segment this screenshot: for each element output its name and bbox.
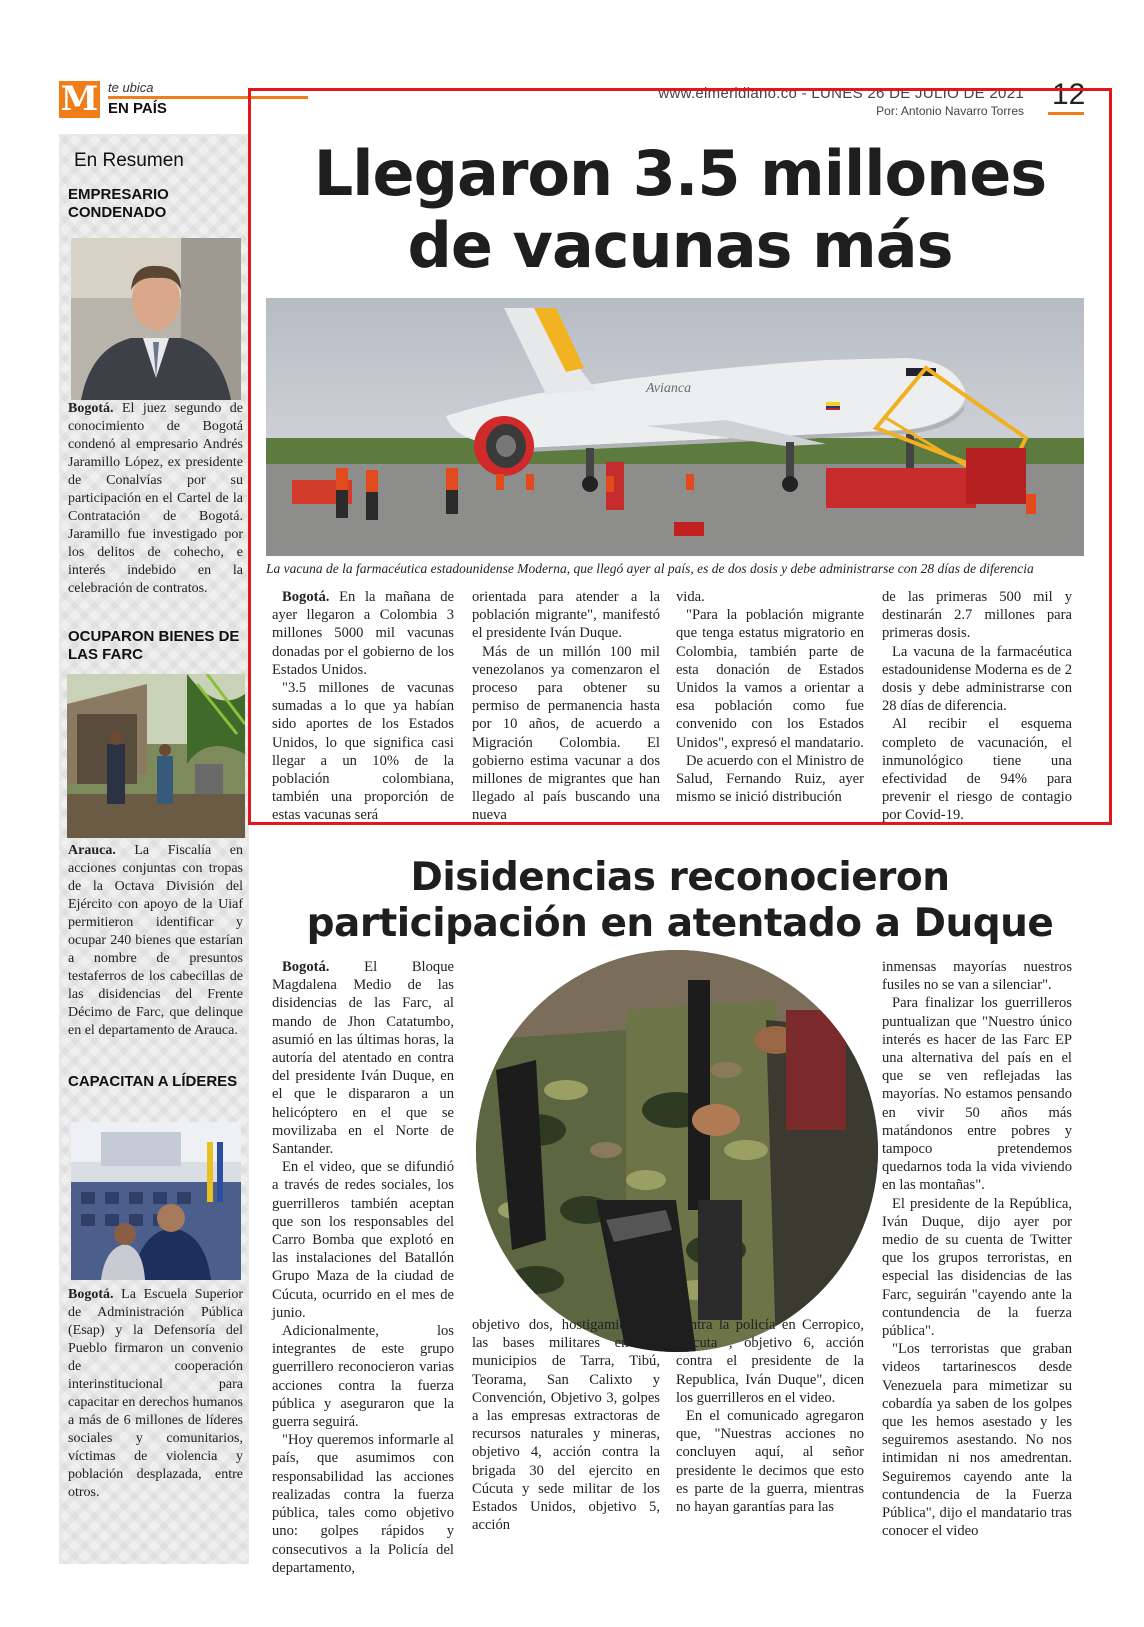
article-column: [676, 1316, 864, 1516]
paragraph: contra la policía en Cerropico, Cúcuta , objetivo 6, acción contra el presidente de la Republica, Iván Duque", dicen los guerrilleros en el video.: [676, 1317, 864, 1406]
byline: Por: Antonio Navarro Torres: [876, 104, 1024, 118]
paragraph: de las primeras 500 mil y destinarán 2.7 millones para primeras dosis.: [882, 589, 1072, 642]
headline-line: Llegaron 3.5 millones: [313, 137, 1047, 210]
paragraph: "Los terroristas que graban videos tartarinescos desde Venezuela para mimetizar su cobardía ya saben de los golpes que les hemos asestado y les seguiremos asestando. No nos intimidan ni nos amedrentan. Seguiremos cayendo ante la contundencia de la Fuerza Pública", dijo el mandatario tras conocer el video: [882, 1341, 1072, 1540]
businessman-photo: [71, 238, 241, 400]
headline-line: Disidencias reconocieron: [410, 855, 950, 900]
section-name: EN PAÍS: [108, 100, 167, 117]
article-column: [272, 588, 454, 825]
article-column: [676, 588, 864, 806]
page-number-rule: [1048, 112, 1084, 115]
paragraph: "3.5 millones de vacunas sumadas a lo que ya habían sido aportes de los Estados Unidos, lo que significa casi llegar a un 10% de la población colombiana, también una proporción de estas vacunas será: [272, 680, 454, 824]
sidebar-title: En Resumen: [74, 150, 184, 171]
paragraph: En el video, que se difundió a través de redes sociales, los guerrilleros también aceptan que son los responsables del Carro Bomba que explotó en las instalaciones del Batallón Grupo Maza de la ciudad de Cúcuta, ocurrido en el mes de junio.: [272, 1159, 454, 1321]
paragraph: "Para la población migrante que tenga estatus migratorio en Colombia, también parte de esta donación de Estados Unidos la vamos a orientar a esa población como fue convenido con los Estados Unidos", expresó el mandatario.: [676, 607, 864, 751]
paragraph: inmensas mayorías nuestros fusiles no se van a silenciar".: [882, 959, 1072, 994]
paragraph: Bogotá. En la mañana de ayer llegaron a Colombia 3 millones 5000 mil vacunas donadas por el gobierno de los Estados Unidos.: [272, 589, 454, 678]
article-column: [472, 588, 660, 825]
article-headline: [262, 138, 1098, 282]
paragraph: De acuerdo con el Ministro de Salud, Fernando Ruiz, ayer mismo se inició distribución: [676, 752, 864, 806]
headline-line: participación en atentado a Duque: [306, 901, 1054, 946]
article-headline: [262, 855, 1098, 947]
sidebar-item-heading: OCUPARON BIENES DE LAS FARC: [68, 628, 240, 663]
section-kicker: te ubica: [108, 80, 154, 95]
paragraph: orientada para atender a la población migrante", manifestó el presidente Iván Duque.: [472, 589, 660, 642]
sidebar-item-heading: CAPACITAN A LÍDERES: [68, 1073, 238, 1090]
paragraph: objetivo dos, hostigamiento a las bases militares en los municipios de Tarra, Tibú, Teorama, San Calixto y Convención, Objetivo 3, golpes a las empresas extractoras de recursos naturales y mineras, objetivo 4, acción contra la brigada 30 del ejercito en Cúcuta y sede militar de los Estados Unidos, objetivo 5, acción: [472, 1317, 660, 1534]
article-column: [882, 958, 1072, 1541]
sidebar-en-resumen: [59, 134, 249, 1564]
paragraph: vida.: [676, 589, 705, 605]
sidebar-item-text: Arauca. La Fiscalía en acciones conjuntas con tropas de la Octava División del Ejército con apoyo de la Uiaf permitieron identificar y ocupar 240 bienes que estarían a nombre de presuntos testaferros de los cabecillas de las disidencias del Frente Décimo de Farc, que delinque en el departamento de Arauca.: [68, 843, 243, 1038]
plane-livery-text: Avianca: [646, 381, 692, 396]
article-column: [472, 1316, 660, 1534]
sidebar-item-text: Bogotá. El juez segundo de conocimiento de Bogotá condenó al empresario Andrés Jaramillo López, ex presidente de Conalvías por su participación en el Cartel de la Contratación de Bogotá. Jaramillo fue investigado por los delitos de cohecho, e interés indebido en la celebración de contratos.: [68, 401, 243, 596]
article-column: [882, 588, 1072, 825]
paragraph: La vacuna de la farmacéutica estadounidense Moderna es de 2 dosis y debe administrarse con 28 días de diferencia.: [882, 643, 1072, 715]
dateline: www.elmeridiano.co - LUNES 26 DE JULIO DE 2021: [658, 85, 1024, 102]
page-number: 12: [1052, 78, 1086, 111]
paragraph: Para finalizar los guerrilleros puntualizan que "Nuestro único interés es hacer de las Farc EP una alternativa del país en el que se ven reflejadas las mayorías. No estamos pensando en vivir 50 años más matándonos entre pobres y tampoco pretendemos quedarnos toda la vida viviendo en las montañas".: [882, 995, 1072, 1194]
farc-property-photo: [67, 674, 245, 838]
photo-caption: La vacuna de la farmacéutica estadounidense Moderna, que llegó ayer al país, es de dos dosis y debe administrarse con 28 días de diferencia: [266, 561, 1034, 576]
leaders-training-photo: [71, 1122, 241, 1280]
article-column: [272, 958, 454, 1577]
newspaper-logo: M: [60, 79, 99, 119]
sidebar-item-text: Bogotá. La Escuela Superior de Administración Pública (Esap) y la Defensoría del Pueblo firmaron un convenio de cooperación interinstitucional para capacitar en derechos humanos a más de 6 millones de líderes sociales y comunitarios, víctimas de violencia y población desplazada, entre otros.: [68, 1287, 243, 1500]
sidebar-item-heading: EMPRESARIO CONDENADO: [68, 186, 169, 221]
vaccine-plane-photo: [266, 298, 1084, 556]
paragraph: Bogotá. El Bloque Magdalena Medio de las disidencias de las Farc, al mando de Jhon Catatumbo, asumió en las últimas horas, la autoría del atentado en contra del presidente Iván Duque, en el que le dispararon a un helicóptero en el que se movilizaba en el Norte de Santander.: [272, 959, 454, 1158]
paragraph: "Hoy queremos informarle al país, que asumimos con responsabilidad las acciones realizadas contra la fuerza pública, tales como objetivo uno: golpes rápidos y consecutivos a la Policía del departamento,: [272, 1432, 454, 1576]
section-rule: [108, 96, 308, 99]
headline-line: de vacunas más: [407, 209, 953, 282]
paragraph: Al recibir el esquema completo de vacunación, el inmunológico tiene una efectividad de 94% para prevenir el riesgo de contagio por Covid-19.: [882, 716, 1072, 824]
paragraph: El presidente de la República, Iván Duque, dijo ayer por medio de su cuenta de Twitter que los grupos terroristas, en especial las disidencias de las Farc, seguirán "cayendo ante la contundencia de la fuerza pública".: [882, 1195, 1072, 1340]
armed-dissidents-photo: [476, 950, 878, 1352]
paragraph: Más de un millón 100 mil venezolanos ya comenzaron el proceso para obtener su permiso de permanencia hasta por 10 años, de acuerdo a Migración Colombia. El gobierno estima vacunar a dos millones de migrantes que han llegado al país buscando una nueva: [472, 643, 660, 824]
paragraph: Adicionalmente, los integrantes de este grupo guerrillero reconocieron varias acciones contra la fuerza pública y aseguraron que la guerra seguirá.: [272, 1323, 454, 1431]
paragraph: En el comunicado agregaron que, "Nuestras acciones no concluyen aquí, al señor presidente le decimos que esto es parte de la guerra, mientras no hayan garantías para las: [676, 1408, 864, 1516]
